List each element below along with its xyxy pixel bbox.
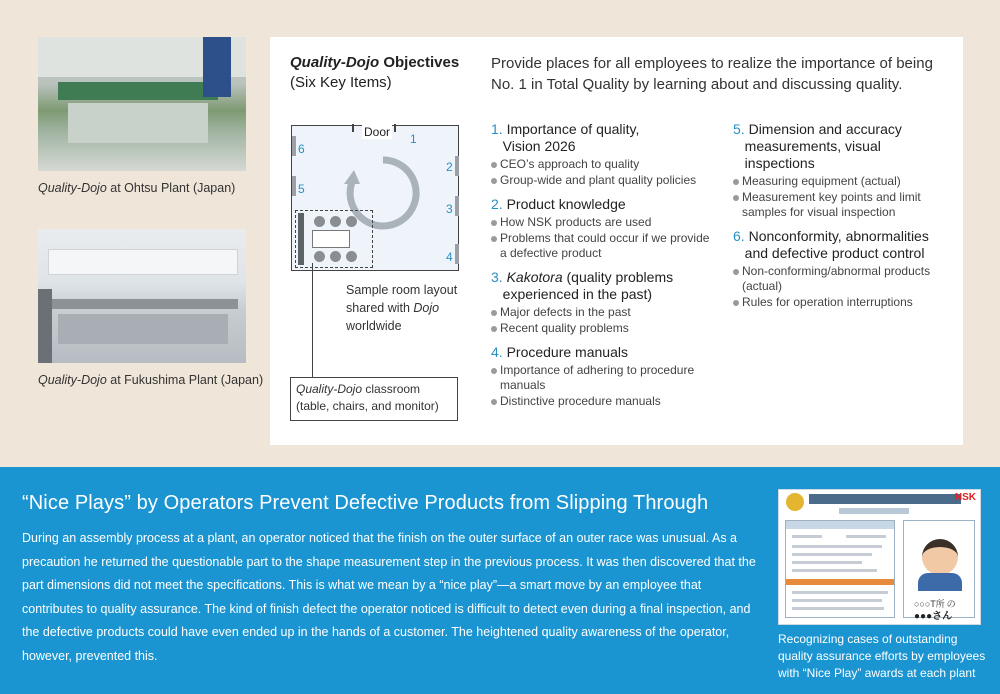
station-number: 2: [446, 160, 453, 174]
fukushima-plant-photo: [38, 229, 246, 363]
list-item: Recent quality problems: [491, 321, 713, 336]
list-item: Importance of adhering to procedure manuals: [491, 363, 713, 393]
list-item: Problems that could occur if we provide a defective product: [491, 231, 713, 261]
station-number: 5: [298, 182, 305, 196]
station-number: 4: [446, 250, 453, 264]
classroom-label: Quality-Dojo classroom (table, chairs, and monitor): [290, 377, 458, 421]
objectives-panel: [270, 37, 963, 445]
nice-plays-heading: “Nice Plays” by Operators Prevent Defective Products from Slipping Through: [22, 492, 709, 514]
list-item: CEO’s approach to quality: [491, 157, 713, 172]
employee-avatar: [922, 539, 958, 575]
nice-plays-section: [0, 467, 1000, 694]
objectives-intro: Provide places for all employees to realize the importance of being No. 1 in Total Quality by learning about and discussing quality.: [491, 55, 933, 93]
medal-icon: [786, 493, 804, 511]
award-caption: Recognizing cases of outstanding quality assurance efforts by employees with “Nice Play” awards at each plant: [778, 632, 986, 680]
list-item: Measurement key points and limit samples for visual inspection: [733, 190, 953, 220]
list-item: How NSK products are used: [491, 215, 713, 230]
objectives-column-2: 5. Dimension and accuracy measurements, visual inspections Measuring equipment (actual) Measurement key points and limit samples for visual inspection 6. Nonconformity, abnormalities and defective product control Non-conforming/abnormal products (actual) Rules for operation interruptions: [733, 121, 953, 311]
monitor-icon: [298, 213, 304, 265]
ohtsu-caption: Quality-Dojo at Ohtsu Plant (Japan): [38, 181, 236, 195]
objectives-column-1: 1. Importance of quality, Vision 2026 CEO’s approach to quality Group-wide and plant quality policies 2. Product knowledge How NSK products are used Problems that could occur if we provide a defective product 3. Kakotora (quality problems experienced in the past) Major defects in the past Recent quality problems 4. Procedure manuals Importance of adhering to procedure manuals Distinctive procedure manuals: [491, 121, 713, 410]
nsk-logo: NSK: [954, 492, 976, 503]
sample-layout-label: Sample room layout shared with Dojo worldwide: [346, 283, 458, 333]
nice-plays-body: During an assembly process at a plant, an operator noticed that the finish on the outer surface of an outer race was unusual. As a precaution he returned the questionable part to the shape measurement step in the previous process. It was then discovered that the part dimensions did not meet the specifications. This is what we mean by a “nice play”—a smart move by an employee that contributes to quality assurance. The kind of finish defect the operator noticed is difficult to detect even during a final inspection, and the defective products could have even ended up in the hands of a customer. The heightened quality awareness of the operator, however, prevented this.: [22, 531, 756, 663]
list-item: Non-conforming/abnormal products (actual): [733, 264, 953, 294]
room-layout-diagram: [291, 125, 459, 271]
list-item: Group-wide and plant quality policies: [491, 173, 713, 188]
ohtsu-plant-photo: [38, 37, 246, 171]
table-icon: [312, 230, 350, 248]
list-item: Distinctive procedure manuals: [491, 394, 713, 409]
objectives-title: Quality-Dojo Objectives (Six Key Items): [290, 54, 460, 91]
list-item: Measuring equipment (actual): [733, 174, 953, 189]
nice-play-award-image: NSK ○○○T所 の ●●●さん: [778, 489, 981, 625]
list-item: Rules for operation interruptions: [733, 295, 953, 310]
station-number: 3: [446, 202, 453, 216]
door-label: Door: [364, 125, 391, 139]
station-number: 1: [410, 132, 417, 146]
list-item: Major defects in the past: [491, 305, 713, 320]
station-number: 6: [298, 142, 305, 156]
fukushima-caption: Quality-Dojo at Fukushima Plant (Japan): [38, 373, 264, 387]
